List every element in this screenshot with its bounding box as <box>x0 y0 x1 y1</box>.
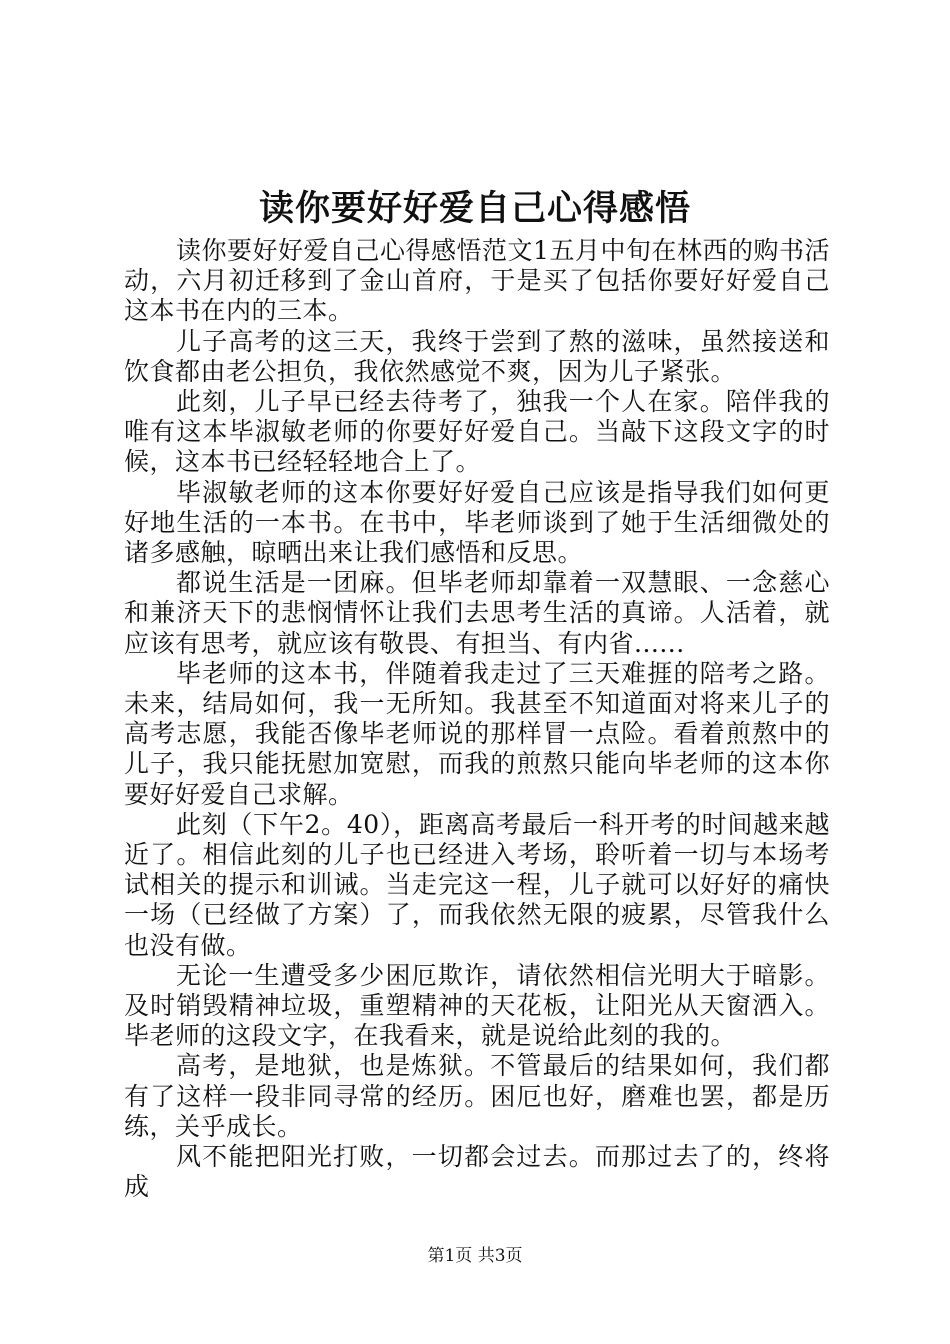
paragraph: 都说生活是一团麻。但毕老师却靠着一双慧眼、一念慈心和兼济天下的悲悯情怀让我们去思考生活的真谛。人活着，就应该有思考，就应该有敬畏、有担当、有内省...... <box>124 568 830 658</box>
paragraph: 毕淑敏老师的这本你要好好爱自己应该是指导我们如何更好地生活的一本书。在书中，毕老师谈到了她于生活细微处的诸多感触，晾晒出来让我们感悟和反思。 <box>124 477 830 568</box>
paragraph: 风不能把阳光打败，一切都会过去。而那过去了的，终将成 <box>124 1142 830 1202</box>
document-title: 读你要好好爱自己心得感悟 <box>258 188 691 229</box>
paragraph: 读你要好好爱自己心得感悟范文1五月中旬在林西的购书活动，六月初迁移到了金山首府，于是买了包括你要好好爱自己这本书在内的三本。 <box>124 236 830 326</box>
document-body <box>124 236 830 1203</box>
page-number-footer: 第1页 共3页 <box>427 1246 523 1266</box>
paragraph: 毕老师的这本书，伴随着我走过了三天难捱的陪考之路。未来，结局如何，我一无所知。我甚至不知道面对将来儿子的高考志愿，我能否像毕老师说的那样冒一点险。看着煎熬中的儿子，我只能抚慰加宽慰，而我的煎熬只能向毕老师的这本你要好好爱自己求解。 <box>124 658 830 809</box>
paragraph: 高考，是地狱，也是炼狱。不管最后的结果如何，我们都有了这样一段非同寻常的经历。困厄也好，磨难也罢，都是历练，关乎成长。 <box>124 1051 830 1141</box>
paragraph: 此刻，儿子早已经去待考了，独我一个人在家。陪伴我的唯有这本毕淑敏老师的你要好好爱自己。当敲下这段文字的时候，这本书已经轻轻地合上了。 <box>124 387 830 477</box>
paragraph: 无论一生遭受多少困厄欺诈，请依然相信光明大于暗影。及时销毁精神垃圾，重塑精神的天花板，让阳光从天窗洒入。毕老师的这段文字，在我看来，就是说给此刻的我的。 <box>124 960 830 1051</box>
paragraph: 儿子高考的这三天，我终于尝到了熬的滋味，虽然接送和饮食都由老公担负，我依然感觉不爽，因为儿子紧张。 <box>124 326 830 386</box>
paragraph: 此刻（下午2。40），距离高考最后一科开考的时间越来越近了。相信此刻的儿子也已经进入考场，聆听着一切与本场考试相关的提示和训诫。当走完这一程，儿子就可以好好的痛快一场（已经做了方案）了，而我依然无限的疲累，尽管我什么也没有做。 <box>124 809 830 960</box>
